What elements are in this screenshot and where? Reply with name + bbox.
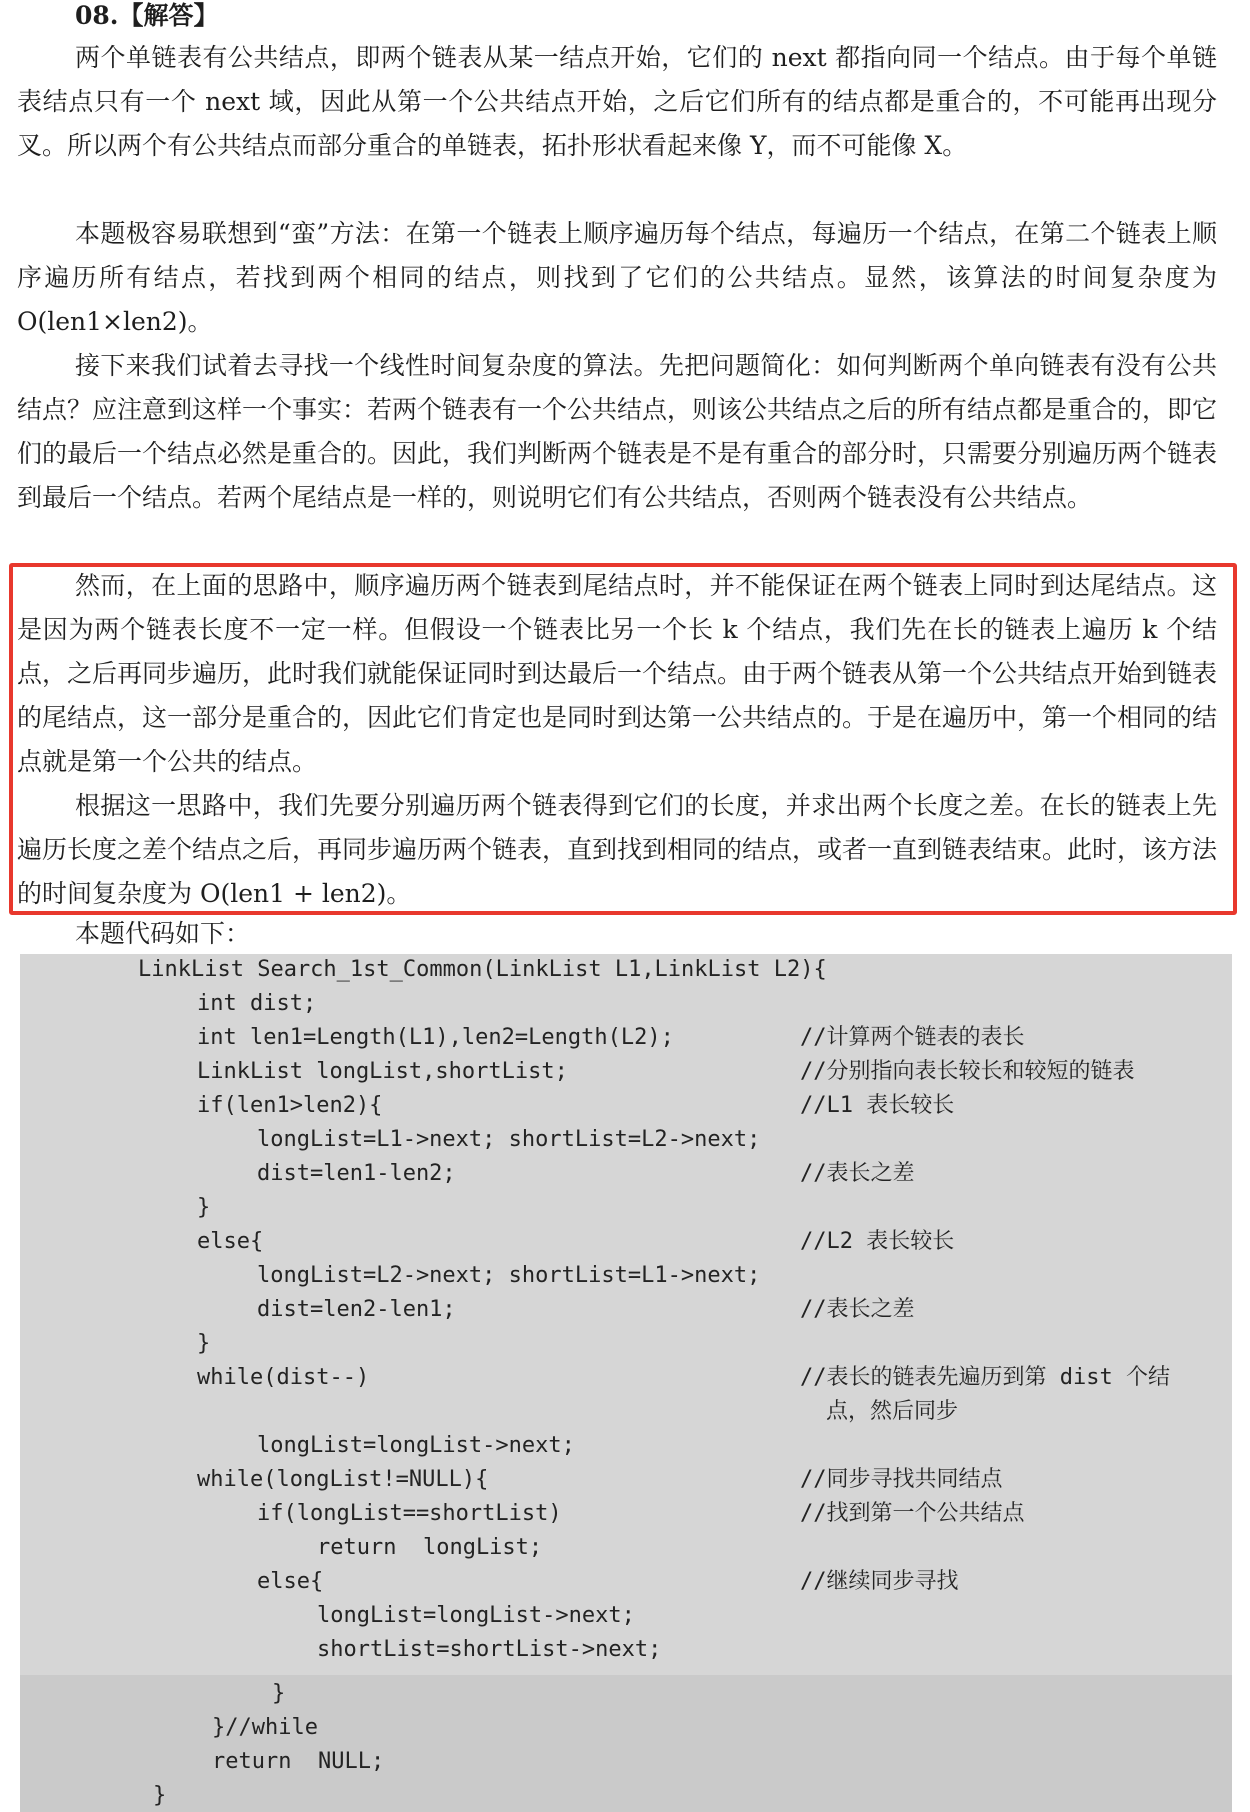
code-line: while(longList!=NULL){: [197, 1467, 489, 1492]
paragraph-3: 接下来我们试着去寻找一个线性时间复杂度的算法。先把问题简化：如何判断两个单向链表有没有公共结点？应注意到这样一个事实：若两个链表有一个公共结点，则该公共结点之后的所有结点都是重合的，即它们的最后一个结点必然是重合的。因此，我们判断两个链表是不是有重合的部分时，只需要分别遍历两个链表到最后一个结点。若两个尾结点是一样的，则说明它们有公共结点，否则两个链表没有公共结点。: [17, 351, 1218, 512]
code-line: if(len1>len2){: [197, 1093, 383, 1118]
code-line: longList=longList->next;: [257, 1433, 575, 1458]
code-line: longList=L2->next; shortList=L1->next;: [257, 1263, 761, 1288]
code-comment: //L1 表长较长: [800, 1093, 955, 1118]
code-line: return longList;: [317, 1535, 543, 1560]
code-line: else{: [257, 1569, 324, 1594]
code-line: }: [272, 1681, 286, 1706]
code-line: int dist;: [197, 991, 317, 1016]
code-comment: //表长之差: [800, 1161, 915, 1186]
code-line: int len1=Length(L1),len2=Length(L2);: [197, 1025, 674, 1050]
code-line: dist=len2-len1;: [257, 1297, 456, 1322]
paragraph-4: 然而，在上面的思路中，顺序遍历两个链表到尾结点时，并不能保证在两个链表上同时到达尾结点。这是因为两个链表长度不一定一样。但假设一个链表比另一个长 k 个结点，我们先在长的链表上遍历 k 个结点，之后再同步遍历，此时我们就能保证同时到达最后一个结点。由于两个链表从第一个公共结点开始到链表的尾结点，这一部分是重合的，因此它们肯定也是同时到达第一公共结点的。于是在遍历中，第一个相同的结点就是第一个公共的结点。: [17, 571, 1218, 776]
paragraph-5-block: [17, 784, 1217, 916]
code-comment: //计算两个链表的表长: [800, 1025, 1025, 1050]
paragraph-3-block: [17, 344, 1217, 520]
paragraph-1: 两个单链表有公共结点，即两个链表从某一结点开始，它们的 next 都指向同一个结点。由于每个单链表结点只有一个 next 域，因此从第一个公共结点开始，之后它们所有的结点都是重合的，不可能再出现分叉。所以两个有公共结点而部分重合的单链表，拓扑形状看起来像 Y，而不可能像 X。: [17, 43, 1217, 160]
paragraph-2-block: [17, 212, 1217, 344]
code-line: }: [197, 1331, 211, 1356]
code-line: LinkList Search_1st_Common(LinkList L1,LinkList L2){: [138, 957, 827, 982]
code-intro: 本题代码如下：: [75, 919, 251, 948]
code-line: }//while: [212, 1715, 318, 1740]
code-line: }: [197, 1195, 211, 1220]
code-panel-lower: [20, 1675, 1232, 1812]
code-comment: //分别指向表长较长和较短的链表: [800, 1059, 1135, 1084]
code-line: longList=longList->next;: [317, 1603, 635, 1628]
paragraph-5: 根据这一思路中，我们先要分别遍历两个链表得到它们的长度，并求出两个长度之差。在长的链表上先遍历长度之差个结点之后，再同步遍历两个链表，直到找到相同的结点，或者一直到链表结束。此时，该方法的时间复杂度为 O(len1 + len2)。: [17, 791, 1218, 908]
paragraph-2: 本题极容易联想到“蛮”方法：在第一个链表上顺序遍历每个结点，每遍历一个结点，在第二个链表上顺序遍历所有结点，若找到两个相同的结点，则找到了它们的公共结点。显然，该算法的时间复杂度为 O(len1×len2)。: [17, 219, 1217, 336]
code-comment: //继续同步寻找: [800, 1569, 959, 1594]
code-line: if(longList==shortList): [257, 1501, 562, 1526]
code-line: dist=len1-len2;: [257, 1161, 456, 1186]
code-comment: //表长之差: [800, 1297, 915, 1322]
code-line: else{: [197, 1229, 264, 1254]
paragraph-4-block: [17, 564, 1217, 784]
code-comment: 点，然后同步: [826, 1399, 959, 1424]
code-line: while(dist--): [197, 1365, 370, 1390]
code-comment: //同步寻找共同结点: [800, 1467, 1003, 1492]
code-line: }: [153, 1783, 167, 1808]
answer-heading: 08.【解答】: [75, 1, 219, 30]
code-comment: //L2 表长较长: [800, 1229, 955, 1254]
paragraph-1-block: [17, 36, 1217, 168]
code-line: LinkList longList,shortList;: [197, 1059, 568, 1084]
code-comment: //表长的链表先遍历到第 dist 个结: [800, 1365, 1170, 1390]
code-line: return NULL;: [212, 1749, 385, 1774]
code-line: longList=L1->next; shortList=L2->next;: [257, 1127, 761, 1152]
code-comment: //找到第一个公共结点: [800, 1501, 1025, 1526]
code-line: shortList=shortList->next;: [317, 1637, 662, 1662]
